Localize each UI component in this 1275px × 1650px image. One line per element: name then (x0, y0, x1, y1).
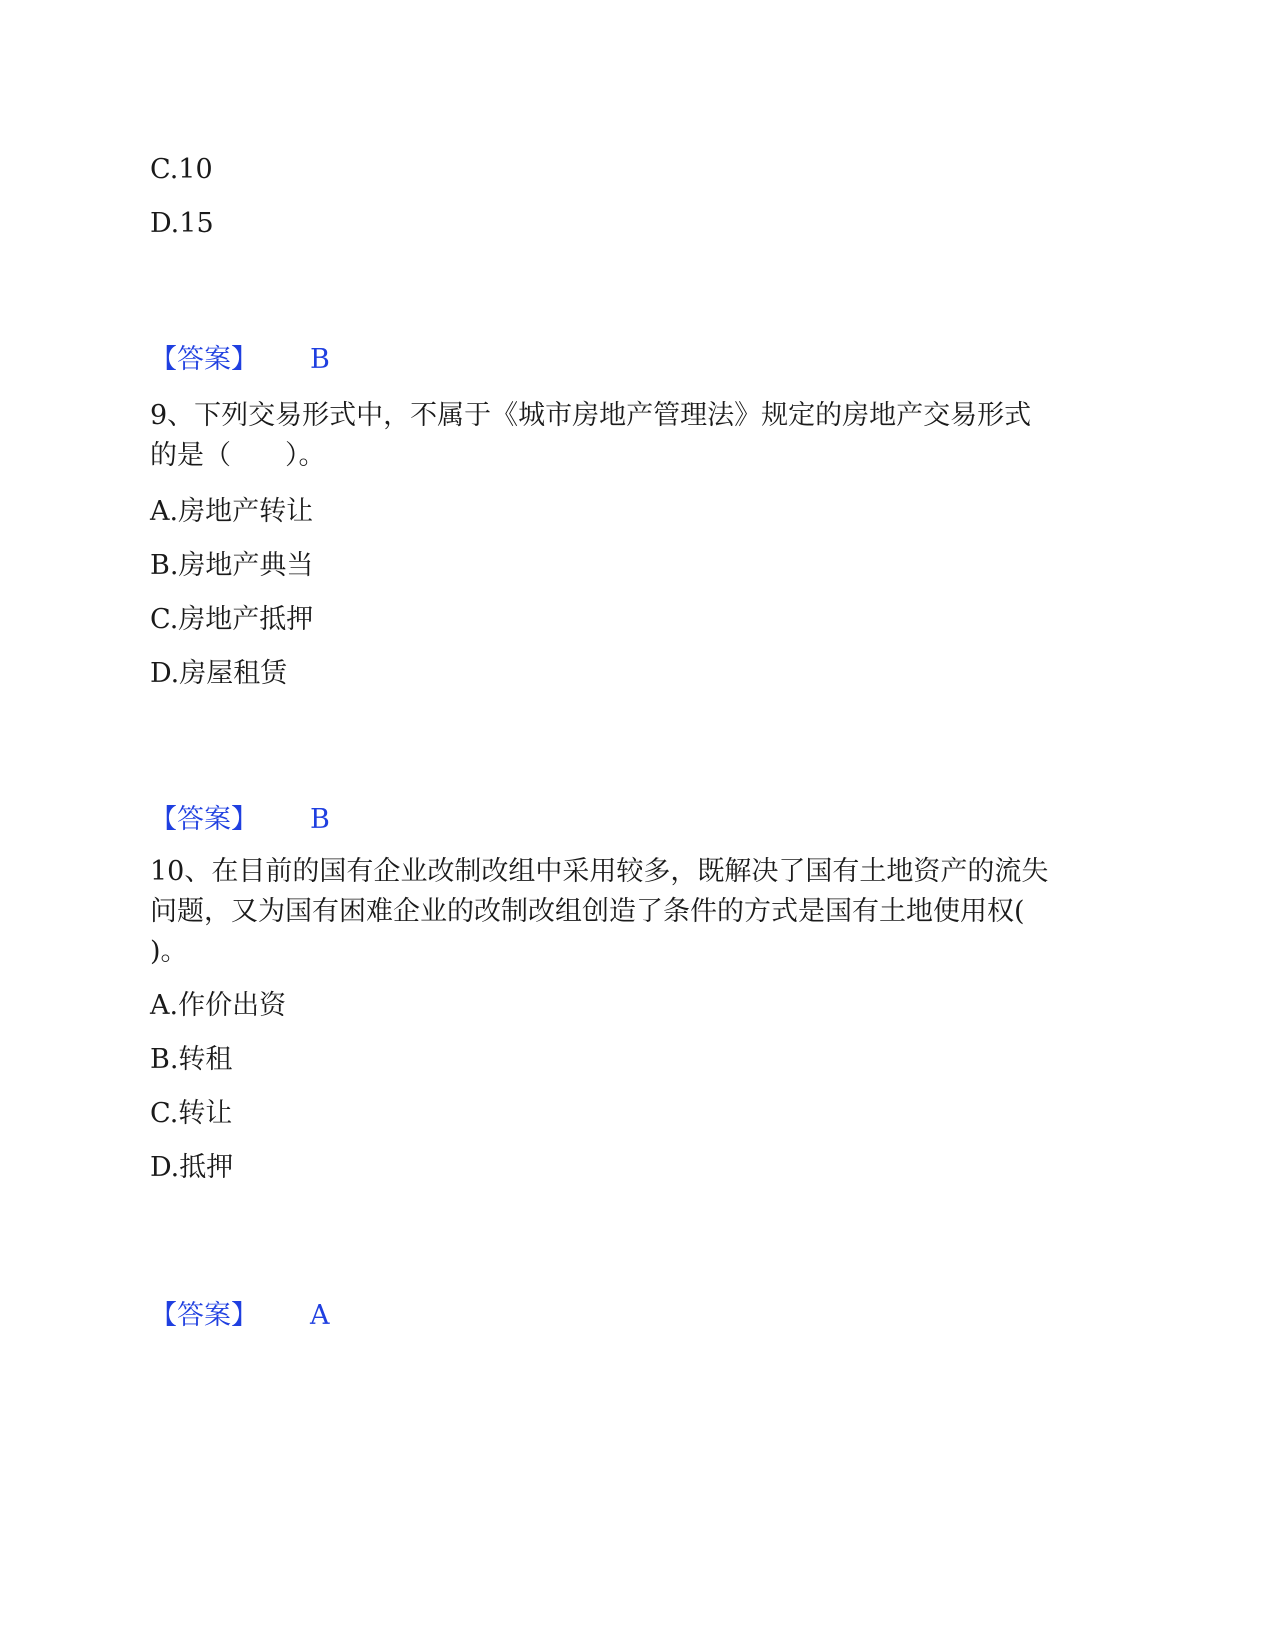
question-9-answer-value: B (310, 804, 330, 835)
answer-label: 【答案】 (150, 344, 258, 375)
answer-row (150, 340, 330, 380)
question-9-option-c: C.房地产抵押 (150, 604, 314, 635)
question-10-answer-label: 【答案】 (150, 1300, 258, 1331)
question-10-answer-row (150, 1296, 330, 1336)
option-d: D.15 (150, 208, 214, 239)
question-10-option-c: C.转让 (150, 1098, 233, 1129)
question-9-text-line2: 的是（ ）。 (150, 440, 326, 471)
question-10-text-line3: )。 (150, 936, 188, 967)
question-9-option-b: B.房地产典当 (150, 550, 314, 581)
question-9-answer-label: 【答案】 (150, 804, 258, 835)
question-10-text-line1: 10、在目前的国有企业改制改组中采用较多，既解决了国有土地资产的流失 (150, 856, 1049, 887)
question-9-option-a: A.房地产转让 (150, 496, 314, 527)
answer-value: B (310, 344, 330, 375)
question-9-text-line1: 9、下列交易形式中，不属于《城市房地产管理法》规定的房地产交易形式 (150, 400, 1032, 431)
question-10-option-a: A.作价出资 (150, 990, 287, 1021)
option-c: C.10 (150, 154, 213, 185)
question-9-answer-row (150, 800, 330, 840)
question-10-text-line2: 问题，又为国有困难企业的改制改组创造了条件的方式是国有土地使用权( (150, 896, 1025, 927)
question-10-answer-value: A (310, 1300, 330, 1331)
question-10-option-d: D.抵押 (150, 1152, 234, 1183)
question-9-option-d: D.房屋租赁 (150, 658, 288, 689)
question-10-option-b: B.转租 (150, 1044, 233, 1075)
